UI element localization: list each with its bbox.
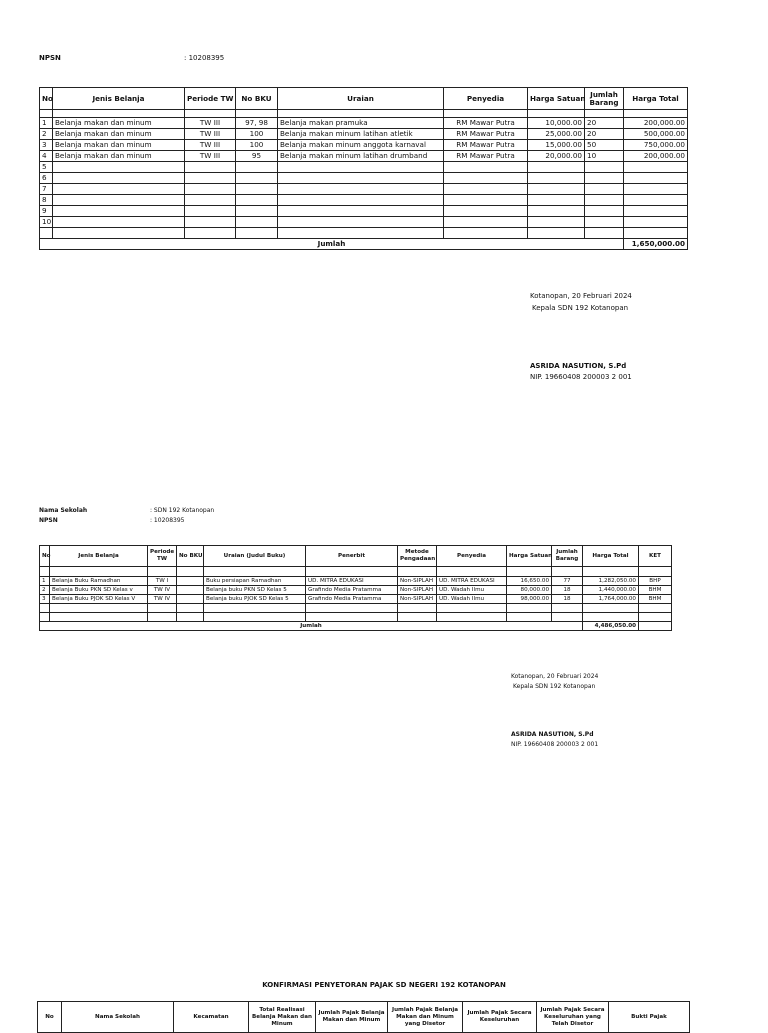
table-cell xyxy=(398,604,437,613)
table-cell: Belanja makan dan minum xyxy=(53,140,185,151)
table-row xyxy=(40,595,672,604)
table-cell xyxy=(53,162,185,173)
col-header: No xyxy=(38,1002,62,1033)
table-cell xyxy=(444,228,528,239)
total-label: Jumlah xyxy=(40,622,583,631)
table-cell: 2 xyxy=(40,129,53,140)
table-cell xyxy=(585,173,624,184)
table-cell: UD. MITRA EDUKASI xyxy=(306,577,398,586)
table-cell xyxy=(185,184,236,195)
total-label: Jumlah xyxy=(40,239,624,250)
table-cell: 5 xyxy=(40,162,53,173)
table-cell xyxy=(204,604,306,613)
table-cell xyxy=(585,184,624,195)
table-cell: 20,000.00 xyxy=(528,151,585,162)
table-cell: 8 xyxy=(40,195,53,206)
table-cell: 10 xyxy=(585,151,624,162)
table-row xyxy=(40,577,672,586)
table-header-row xyxy=(38,1002,690,1033)
sign-name: ASRIDA NASUTION, S.Pd xyxy=(530,362,627,370)
table-cell xyxy=(639,622,672,631)
table-cell xyxy=(624,173,688,184)
table-cell xyxy=(585,206,624,217)
table-cell xyxy=(185,228,236,239)
table-cell: Belanja Buku PKN SD Kelas v xyxy=(50,586,148,595)
table-cell xyxy=(624,184,688,195)
col-header: Uraian xyxy=(278,88,444,110)
table-cell xyxy=(40,604,50,613)
table-cell: 18 xyxy=(552,595,583,604)
col-header: Penerbit xyxy=(306,546,398,567)
table-cell: 25,000.00 xyxy=(528,129,585,140)
col-header: Periode TW xyxy=(148,546,177,567)
table-cell: Non-SIPLAH xyxy=(398,586,437,595)
table-cell xyxy=(278,217,444,228)
table-cell: Grafindo Media Pratamma xyxy=(306,595,398,604)
table-cell xyxy=(528,184,585,195)
table-cell: TW IV xyxy=(148,586,177,595)
table-row xyxy=(40,613,672,622)
npsn-value-2: : 10208395 xyxy=(150,517,185,524)
table-cell xyxy=(444,173,528,184)
table-cell: 15,000.00 xyxy=(528,140,585,151)
table-cell: 50 xyxy=(585,140,624,151)
table-cell xyxy=(278,184,444,195)
table-cell: 6 xyxy=(40,173,53,184)
table-cell xyxy=(624,162,688,173)
table-cell xyxy=(444,217,528,228)
table-cell: TW III xyxy=(185,129,236,140)
table-row xyxy=(40,217,688,228)
table-cell: 97, 98 xyxy=(236,118,278,129)
table-row xyxy=(40,586,672,595)
table-cell: Non-SIPLAH xyxy=(398,577,437,586)
makan-minum-table xyxy=(39,87,688,250)
table-row xyxy=(40,118,688,129)
table-cell: 80,000.00 xyxy=(507,586,552,595)
table-cell xyxy=(278,173,444,184)
col-header: Harga Total xyxy=(624,88,688,110)
table-cell: Belanja makan pramuka xyxy=(278,118,444,129)
table-row xyxy=(40,129,688,140)
table-cell: 7 xyxy=(40,184,53,195)
table-cell xyxy=(236,228,278,239)
table-cell xyxy=(437,613,507,622)
col-header: Jumlah Pajak Belanja Makan dan Minum yang Disetor xyxy=(388,1002,463,1033)
table-cell xyxy=(177,613,204,622)
col-header: Harga Satuan xyxy=(507,546,552,567)
col-header: Periode TW xyxy=(185,88,236,110)
table-cell xyxy=(40,613,50,622)
table-cell: Belanja makan minum latihan drumband xyxy=(278,151,444,162)
table-cell xyxy=(306,613,398,622)
table-cell xyxy=(177,604,204,613)
col-header: Kecamatan xyxy=(174,1002,249,1033)
table-cell xyxy=(552,604,583,613)
col-header: Jumlah Pajak Secara Keseluruhan xyxy=(463,1002,537,1033)
table-cell: 3 xyxy=(40,140,53,151)
table-cell: Belanja Buku Ramadhan xyxy=(50,577,148,586)
table-cell: BHM xyxy=(639,586,672,595)
table-cell: RM Mawar Putra xyxy=(444,140,528,151)
col-header: Jumlah Pajak Belanja Makan dan Minum xyxy=(316,1002,388,1033)
table-cell: RM Mawar Putra xyxy=(444,151,528,162)
table-cell xyxy=(278,162,444,173)
table-cell xyxy=(306,604,398,613)
buku-table xyxy=(39,545,672,631)
table-cell: 1,282,050.00 xyxy=(583,577,639,586)
sign-name-2: ASRIDA NASUTION, S.Pd xyxy=(511,731,594,738)
col-header: No BKU xyxy=(177,546,204,567)
table-row xyxy=(40,195,688,206)
table-cell: 20 xyxy=(585,118,624,129)
total-row xyxy=(40,622,672,631)
total-value: 1,650,000.00 xyxy=(624,239,688,250)
table-cell xyxy=(528,195,585,206)
table-cell: Belanja makan minum latihan atletik xyxy=(278,129,444,140)
table-cell xyxy=(148,613,177,622)
table-cell: 1,440,000.00 xyxy=(583,586,639,595)
table-cell: 3 xyxy=(40,595,50,604)
table-cell xyxy=(528,217,585,228)
table-cell: 1,764,000.00 xyxy=(583,595,639,604)
table-cell: TW III xyxy=(185,140,236,151)
table-cell xyxy=(398,613,437,622)
table-cell xyxy=(236,217,278,228)
col-header: Jumlah Barang xyxy=(552,546,583,567)
table-row xyxy=(40,184,688,195)
col-header: Penyedia xyxy=(437,546,507,567)
table-cell xyxy=(236,195,278,206)
table-cell xyxy=(585,217,624,228)
table-cell: 18 xyxy=(552,586,583,595)
page-title: KONFIRMASI PENYETORAN PAJAK SD NEGERI 192 KOTANOPAN xyxy=(262,981,506,989)
table-cell: 2 xyxy=(40,586,50,595)
table-cell xyxy=(50,604,148,613)
table-cell xyxy=(278,228,444,239)
table-cell: 1 xyxy=(40,577,50,586)
table-cell xyxy=(437,604,507,613)
col-header: No xyxy=(40,88,53,110)
table-cell xyxy=(53,173,185,184)
school-label: Nama Sekolah xyxy=(39,507,88,514)
table-cell xyxy=(552,613,583,622)
table-cell: 20 xyxy=(585,129,624,140)
table-cell: 200,000.00 xyxy=(624,118,688,129)
col-header: Penyedia xyxy=(444,88,528,110)
table-cell: UD. MITRA EDUKASI xyxy=(437,577,507,586)
table-cell: Belanja buku PKN SD Kelas 5 xyxy=(204,586,306,595)
npsn-value: : 10208395 xyxy=(184,54,225,62)
col-header: No xyxy=(40,546,50,567)
npsn-label-2: NPSN xyxy=(39,517,58,524)
table-cell: 750,000.00 xyxy=(624,140,688,151)
table-cell: Belanja makan minum anggota karnaval xyxy=(278,140,444,151)
table-cell: 10,000.00 xyxy=(528,118,585,129)
table-cell xyxy=(583,604,639,613)
table-cell: Belanja makan dan minum xyxy=(53,151,185,162)
table-cell: 95 xyxy=(236,151,278,162)
table-cell xyxy=(583,613,639,622)
table-cell xyxy=(278,195,444,206)
table-cell xyxy=(507,604,552,613)
col-header: KET xyxy=(639,546,672,567)
table-cell: Grafindo Media Pratamma xyxy=(306,586,398,595)
table-cell xyxy=(444,162,528,173)
table-cell xyxy=(507,613,552,622)
table-cell xyxy=(185,162,236,173)
table-cell xyxy=(624,217,688,228)
table-cell: RM Mawar Putra xyxy=(444,129,528,140)
col-header: No BKU xyxy=(236,88,278,110)
table-cell: Buku persiapan Ramadhan xyxy=(204,577,306,586)
table-cell xyxy=(177,577,204,586)
table-cell xyxy=(236,184,278,195)
table-row xyxy=(40,140,688,151)
table-cell xyxy=(585,162,624,173)
table-row xyxy=(40,162,688,173)
col-header: Jumlah Barang xyxy=(585,88,624,110)
total-row xyxy=(40,239,688,250)
table-cell xyxy=(624,228,688,239)
col-header: Bukti Pajak xyxy=(609,1002,690,1033)
table-cell xyxy=(40,228,53,239)
table-cell: Belanja makan dan minum xyxy=(53,118,185,129)
sign-place-date: Kotanopan, 20 Februari 2024 xyxy=(530,292,632,300)
table-cell xyxy=(624,195,688,206)
table-cell: 9 xyxy=(40,206,53,217)
table-cell xyxy=(53,217,185,228)
sign-nip-2: NIP. 19660408 200003 2 001 xyxy=(511,741,599,748)
table-cell xyxy=(444,184,528,195)
table-cell xyxy=(624,206,688,217)
sign-nip: NIP. 19660408 200003 2 001 xyxy=(530,373,632,381)
table-cell: 100 xyxy=(236,140,278,151)
table-cell: Non-SIPLAH xyxy=(398,595,437,604)
sign-role-2: Kepala SDN 192 Kotanopan xyxy=(513,683,596,690)
sign-role: Kepala SDN 192 Kotanopan xyxy=(532,304,629,312)
table-cell: 98,000.00 xyxy=(507,595,552,604)
table-cell: RM Mawar Putra xyxy=(444,118,528,129)
table-cell xyxy=(278,206,444,217)
table-row xyxy=(40,604,672,613)
table-row xyxy=(40,173,688,184)
table-cell: 1 xyxy=(40,118,53,129)
table-cell xyxy=(53,195,185,206)
table-cell: TW IV xyxy=(148,595,177,604)
table-header-row xyxy=(40,88,688,110)
table-cell: TW III xyxy=(185,118,236,129)
table-cell: Belanja makan dan minum xyxy=(53,129,185,140)
total-value: 4,486,050.00 xyxy=(583,622,639,631)
table-cell xyxy=(639,604,672,613)
col-header: Harga Total xyxy=(583,546,639,567)
table-header-row xyxy=(40,546,672,567)
table-cell: 500,000.00 xyxy=(624,129,688,140)
table-cell: 16,650.00 xyxy=(507,577,552,586)
table-cell xyxy=(528,228,585,239)
table-cell: BHP xyxy=(639,577,672,586)
col-header: Jenis Belanja xyxy=(53,88,185,110)
col-header: Nama Sekolah xyxy=(62,1002,174,1033)
table-cell xyxy=(204,613,306,622)
table-cell xyxy=(236,173,278,184)
col-header: Jenis Belanja xyxy=(50,546,148,567)
table-cell: UD. Wadah Ilmu xyxy=(437,595,507,604)
table-cell: TW I xyxy=(148,577,177,586)
table-cell xyxy=(528,206,585,217)
col-header: Uraian (Judul Buku) xyxy=(204,546,306,567)
table-cell: 100 xyxy=(236,129,278,140)
table-cell: 4 xyxy=(40,151,53,162)
col-header: Metode Pengadaan xyxy=(398,546,437,567)
table-cell: 77 xyxy=(552,577,583,586)
table-cell xyxy=(444,206,528,217)
table-cell: Belanja buku PJOK SD Kelas 5 xyxy=(204,595,306,604)
table-cell xyxy=(444,195,528,206)
table-cell xyxy=(236,206,278,217)
table-cell xyxy=(50,613,148,622)
table-cell xyxy=(53,228,185,239)
table-cell xyxy=(236,162,278,173)
table-cell xyxy=(528,173,585,184)
table-cell xyxy=(185,217,236,228)
table-row xyxy=(40,151,688,162)
school-value: : SDN 192 Kotanopan xyxy=(150,507,215,514)
table-cell xyxy=(639,613,672,622)
table-cell: 200,000.00 xyxy=(624,151,688,162)
col-header: Jumlah Pajak Secara Keseluruhan yang Telah Disetor xyxy=(537,1002,609,1033)
col-header: Harga Satuan xyxy=(528,88,585,110)
table-cell: BHM xyxy=(639,595,672,604)
table-cell xyxy=(585,228,624,239)
table-cell: TW III xyxy=(185,151,236,162)
pajak-table xyxy=(37,1001,690,1033)
table-row xyxy=(40,228,688,239)
table-cell xyxy=(53,206,185,217)
table-row xyxy=(40,206,688,217)
table-cell: 10 xyxy=(40,217,53,228)
table-cell: Belanja Buku PJOK SD Kelas V xyxy=(50,595,148,604)
table-cell xyxy=(53,184,185,195)
table-cell xyxy=(185,173,236,184)
table-cell xyxy=(185,195,236,206)
table-cell: UD. Wadah Ilmu xyxy=(437,586,507,595)
table-cell xyxy=(528,162,585,173)
table-cell xyxy=(177,586,204,595)
table-cell xyxy=(148,604,177,613)
table-cell xyxy=(177,595,204,604)
sign-place-date-2: Kotanopan, 20 Februari 2024 xyxy=(511,673,599,680)
npsn-label: NPSN xyxy=(39,54,61,62)
table-cell xyxy=(585,195,624,206)
col-header: Total Realisasi Belanja Makan dan Minum xyxy=(249,1002,316,1033)
table-cell xyxy=(185,206,236,217)
